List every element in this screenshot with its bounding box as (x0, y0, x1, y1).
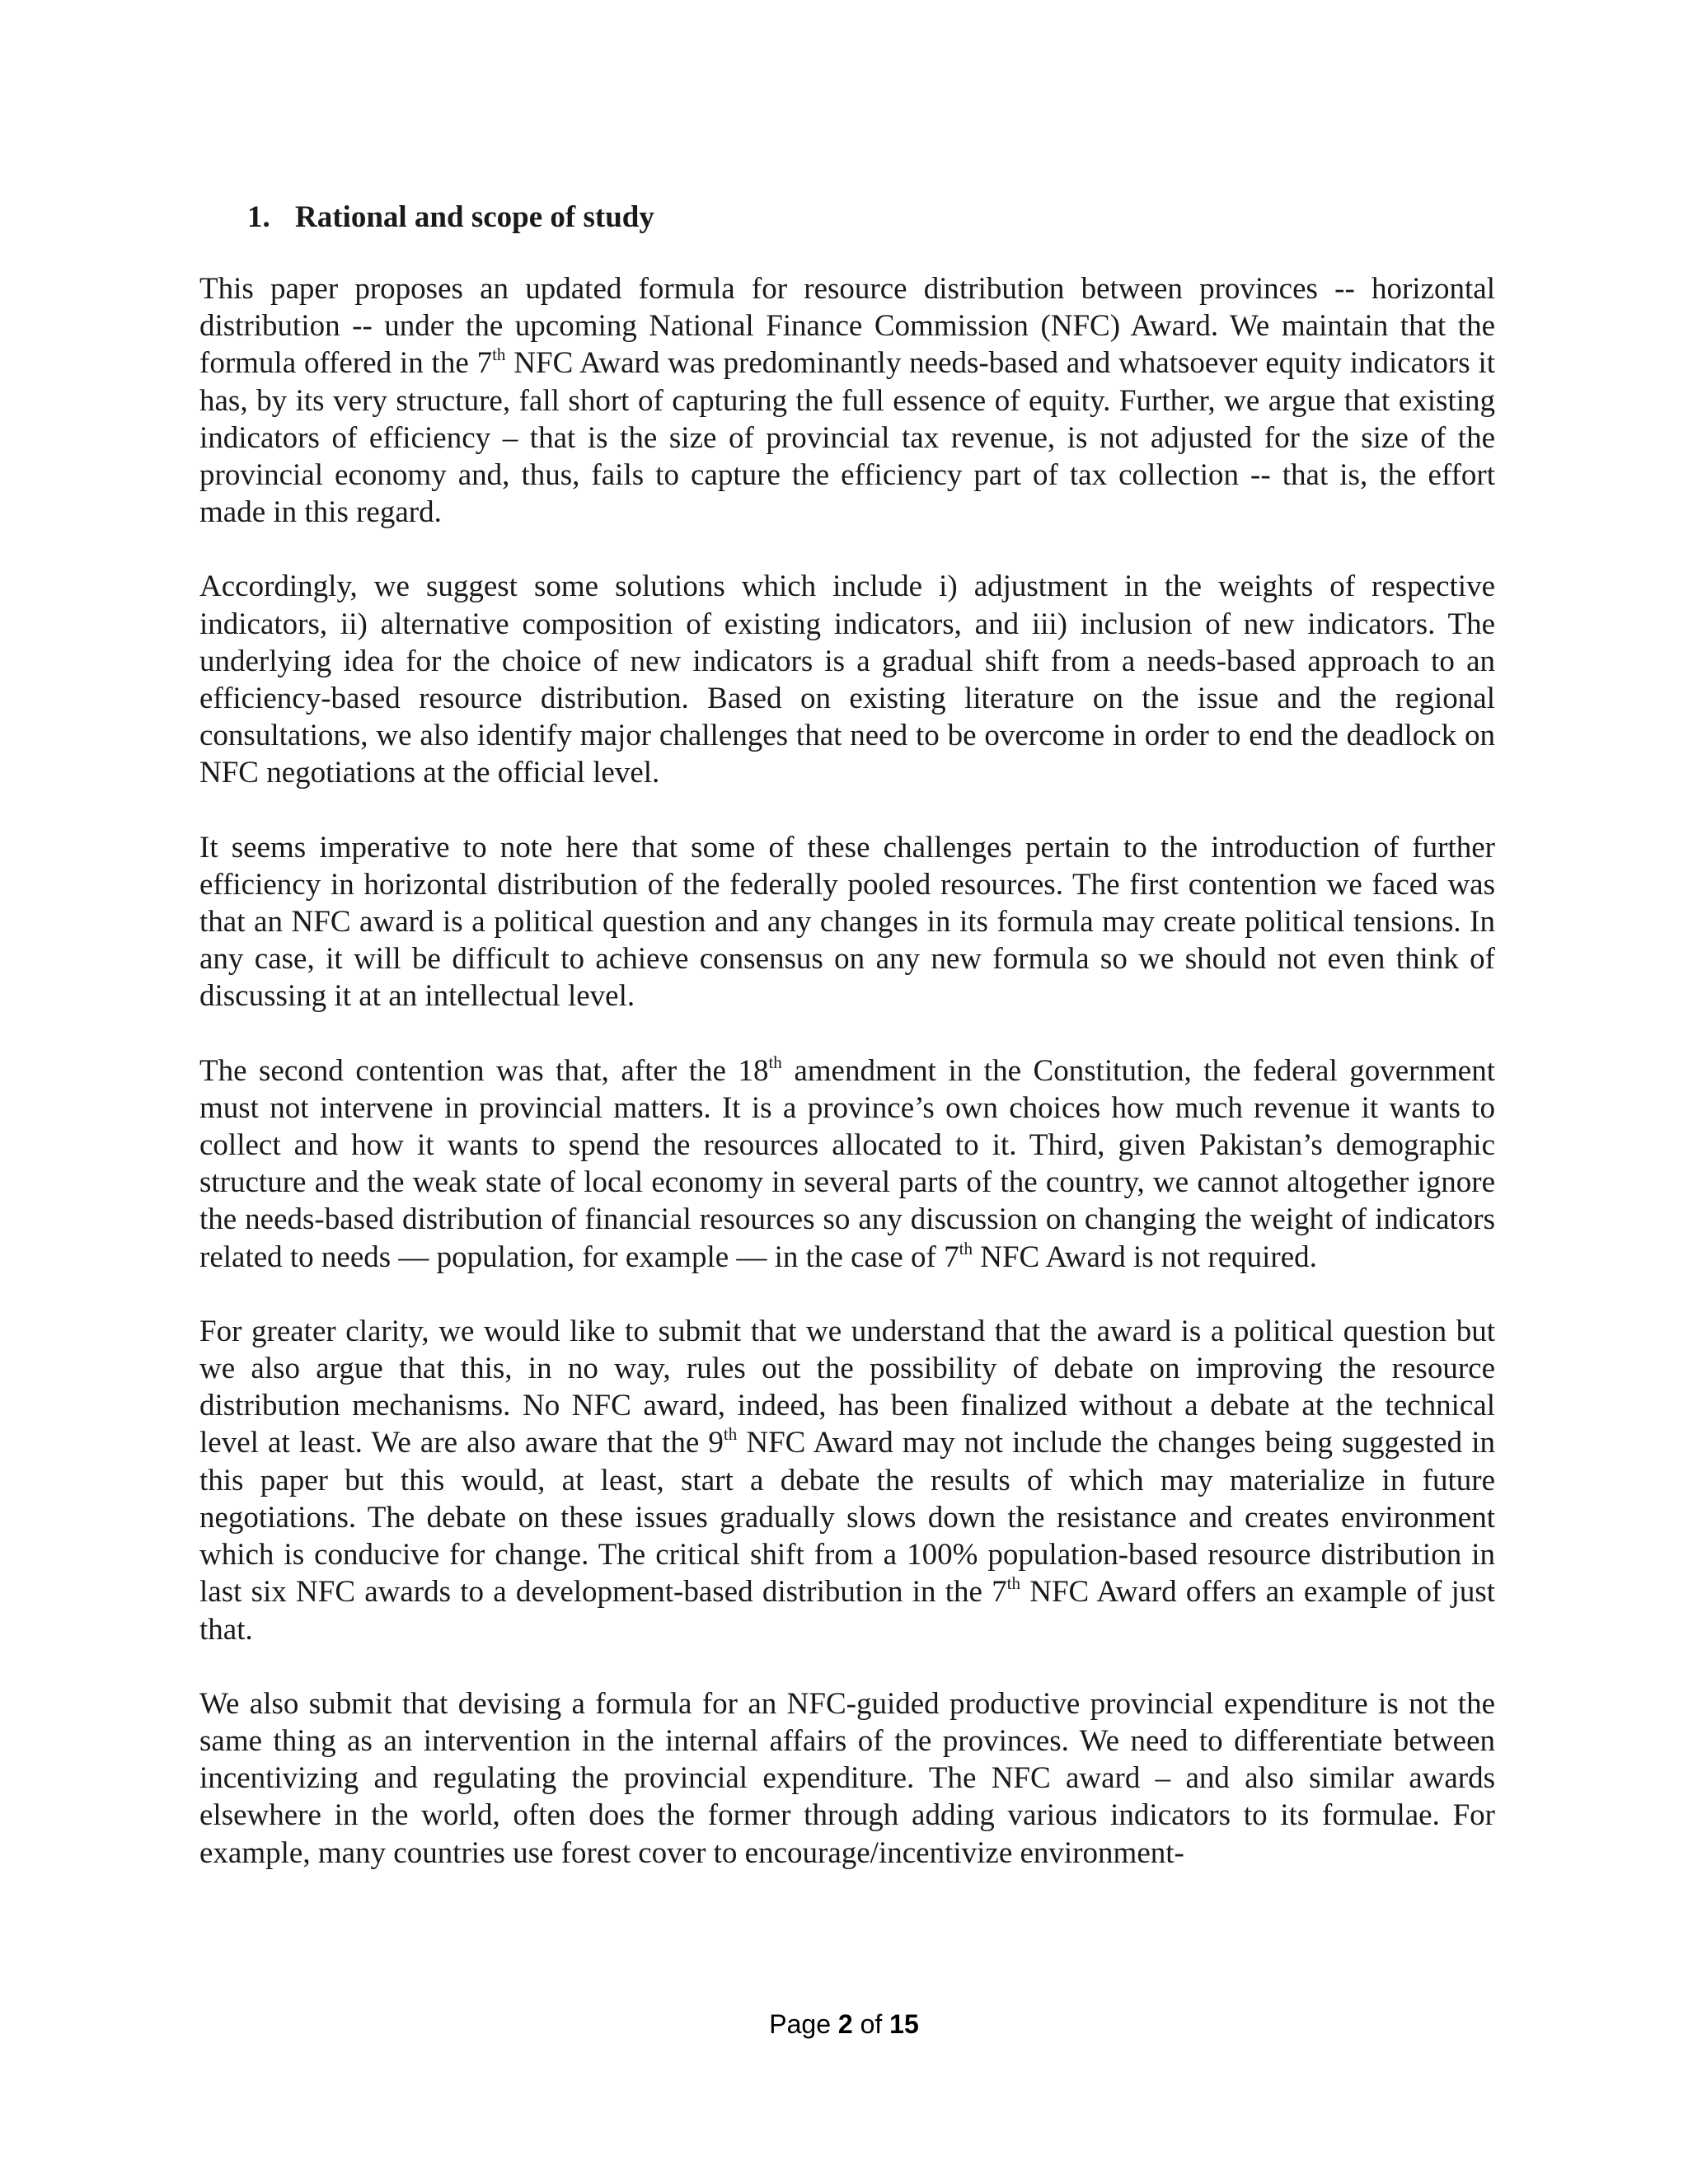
footer-prefix: Page (769, 2009, 838, 2039)
superscript: th (492, 344, 506, 365)
section-heading (247, 194, 654, 241)
paragraph-4-text-c: NFC Award is not required. (972, 1240, 1317, 1274)
paragraph-4 (199, 1052, 1495, 1276)
current-page-number: 2 (837, 2009, 853, 2039)
paragraph-1 (199, 270, 1495, 531)
body-text (199, 270, 1495, 1872)
superscript: th (1006, 1573, 1020, 1594)
superscript: th (768, 1052, 782, 1072)
paragraph-5-text-c: NFC Award offers an example of just that. (199, 1575, 1495, 1647)
paragraph-4-text-a: The second contention was that, after the 18 (199, 1053, 769, 1088)
paragraph-5 (199, 1313, 1495, 1648)
paragraph-1-text-a: This paper proposes an updated formula for resource distribution between provinces -- horizontal distribution -- under the upcoming National Finance Commission (NFC) Award. We maintain that the formula offered in the 7 (199, 272, 1495, 381)
total-page-count: 15 (889, 2009, 919, 2039)
paragraph-2: Accordingly, we suggest some solutions which include i) adjustment in the weights of respective indicators, ii) alternative composition of existing indicators, and iii) inclusion of new indicators. The underlying idea for the choice of new indicators is a gradual shift from a needs-based approach to an efficiency-based resource distribution. Based on existing literature on the issue and the regional consultations, we also identify major challenges that need to be overcome in order to end the deadlock on NFC negotiations at the official level. (199, 569, 1495, 790)
paragraph-1-text-b: NFC Award was predominantly needs-based and whatsoever equity indicators it has, by its very structure, fall short of capturing the full essence of equity. Further, we argue that existing indicators of efficiency – that is the size of provincial tax revenue, is not adjusted for the size of the provincial economy and, thus, fails to capture the efficiency part of tax collection -- that is, the effort made in this regard. (199, 346, 1495, 530)
superscript: th (723, 1424, 738, 1445)
paragraph-5-text-a: For greater clarity, we would like to submit that we understand that the award is a political question but we also argue that this, in no way, rules out the possibility of debate on improving the resource distribution mechanisms. No NFC award, indeed, has been finalized without a debate at the technical level at least. We are also aware that the 9 (199, 1314, 1495, 1460)
page-number-footer (0, 2008, 1688, 2041)
paragraph-6: We also submit that devising a formula for an NFC-guided productive provincial expenditure is not the same thing as an intervention in the internal affairs of the provinces. We need to differentiate between incentivizing and regulating the provincial expenditure. The NFC award – and also similar awards elsewhere in the world, often does the former through adding various indicators to its formulae. For example, many countries use forest cover to encourage/incentivize environment- (199, 1686, 1495, 1870)
paragraph-4-text-b: amendment in the Constitution, the federal government must not intervene in provincial matters. It is a province’s own choices how much revenue it wants to collect and how it wants to spend the resources allocated to it. Third, given Pakistan’s demographic structure and the weak state of local economy in several parts of the country, we cannot altogether ignore the needs-based distribution of financial resources so any discussion on changing the weight of indicators related to needs — population, for example — in the case of 7 (199, 1053, 1495, 1274)
paragraph-5-text-b: NFC Award may not include the changes being suggested in this paper but this would, at least, start a debate the results of which may materialize in future negotiations. The debate on these issues gradually slows down the resistance and creates environment which is conducive for change. The critical shift from a 100% population-based resource distribution in last six NFC awards to a development-based distribution in the 7 (199, 1426, 1495, 1610)
footer-separator: of (852, 2009, 890, 2039)
section-title: Rational and scope of study (295, 200, 654, 234)
paragraph-3: It seems imperative to note here that some of these challenges pertain to the introduction of further efficiency in horizontal distribution of the federally pooled resources. The first contention we faced was that an NFC award is a political question and any changes in its formula may create political tensions. In any case, it will be difficult to achieve consensus on any new formula so we should not even think of discussing it at an intellectual level. (199, 830, 1495, 1014)
superscript: th (959, 1238, 973, 1258)
section-number: 1. (247, 200, 270, 234)
